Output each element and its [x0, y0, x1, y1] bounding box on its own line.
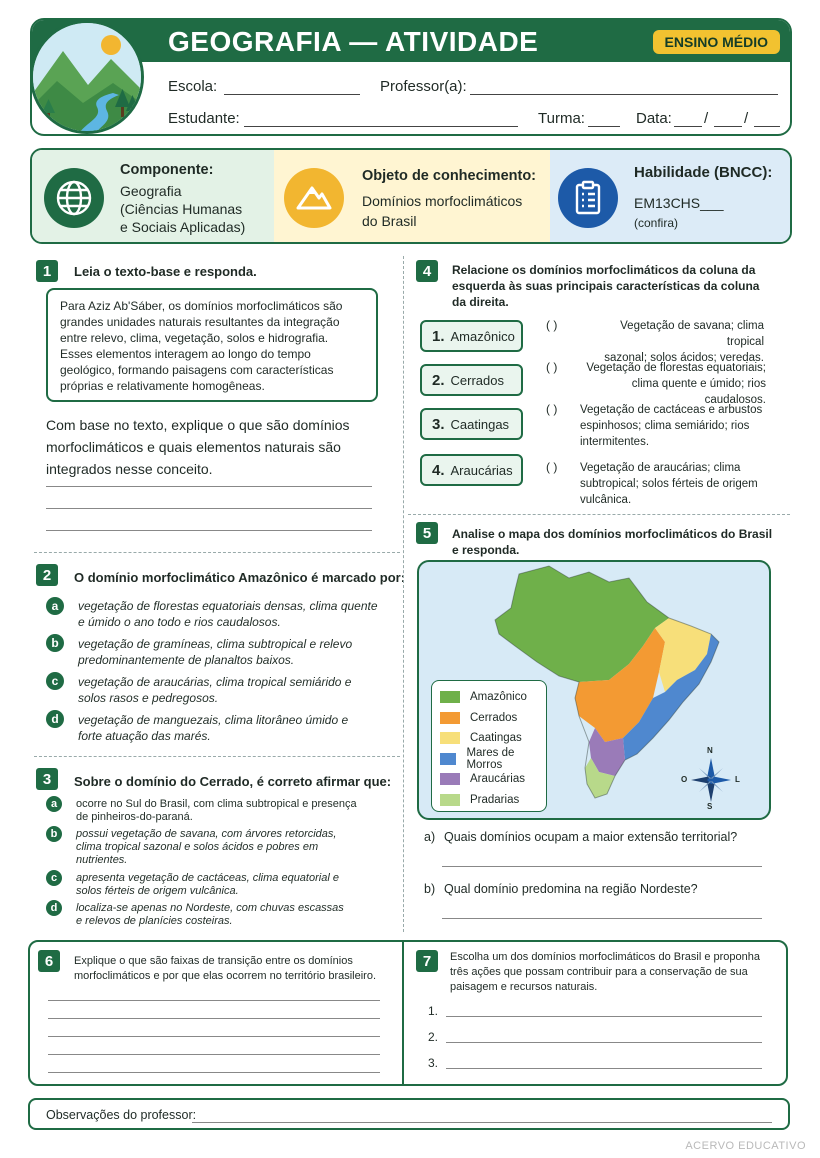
- q3-option-a[interactable]: [76, 798, 357, 824]
- watermark: ACERVO EDUCATIVO: [685, 1140, 806, 1152]
- q3-option-d[interactable]: [76, 902, 344, 928]
- characteristic-line: intermitentes.: [580, 436, 650, 448]
- objeto-title: Objeto de conhecimento:: [362, 168, 537, 184]
- q5-title-line: e responda.: [452, 543, 520, 557]
- legend-label: Mares de Morros: [466, 746, 515, 771]
- base-text-line: próprias e relativamente homogêneas.: [60, 379, 265, 393]
- legend-item: [440, 769, 538, 790]
- base-text-line: geológico, formando paisagens com características: [60, 363, 334, 377]
- q5a-text: Quais domínios ocupam a maior extensão territorial?: [444, 830, 738, 844]
- match-blank-2[interactable]: ( ): [546, 360, 558, 374]
- date-slash: /: [744, 110, 749, 127]
- level-badge: ENSINO MÉDIO: [653, 30, 780, 54]
- characteristic-line: espinhosos; clima semiárido; rios: [580, 420, 750, 432]
- legend-swatch: [440, 712, 460, 724]
- q7-answer-line-1[interactable]: [446, 1016, 762, 1017]
- date-day-field[interactable]: [674, 126, 702, 127]
- habilidade-title: Habilidade (BNCC):: [634, 164, 773, 181]
- q6-answer-line[interactable]: [48, 1018, 380, 1019]
- match-characteristic-1: [580, 318, 764, 366]
- compass-s: S: [707, 802, 713, 811]
- q6-line: Explique o que são faixas de transição entre os domínios: [74, 955, 353, 967]
- info-panel: [30, 148, 792, 244]
- habilidade-code[interactable]: EM13CHS___: [634, 195, 724, 211]
- page-title: GEOGRAFIA — ATIVIDADE: [168, 26, 539, 57]
- match-blank-4[interactable]: ( ): [546, 460, 558, 474]
- characteristic-line: Vegetação de cactáceas e arbustos: [580, 404, 763, 416]
- legend-swatch: [440, 773, 460, 785]
- obs-label: Observações do professor:: [46, 1108, 197, 1122]
- divider: [34, 756, 400, 757]
- q1-question-line: Com base no texto, explique o que são domínios: [46, 417, 350, 433]
- compass-l: L: [735, 775, 740, 784]
- domain-caatingas: [420, 408, 523, 440]
- characteristic-line: Vegetação de araucárias; clima: [580, 462, 741, 474]
- domain-cerrados: [420, 364, 523, 396]
- question-number-2: 2: [36, 564, 58, 586]
- turma-label: Turma:: [538, 110, 585, 127]
- date-year-field[interactable]: [754, 126, 780, 127]
- objeto-line-1: Domínios morfoclimáticos: [362, 193, 523, 209]
- legend-item: [440, 708, 538, 729]
- q3-option-d-marker[interactable]: d: [46, 900, 62, 916]
- data-label: Data:: [636, 110, 672, 127]
- column-divider: [403, 256, 404, 932]
- q7-line: três ações que possam contribuir para a conservação de sua: [450, 966, 748, 978]
- q3-option-c[interactable]: [76, 872, 339, 898]
- q1-answer-line[interactable]: [46, 530, 372, 531]
- option-line: vegetação de manguezais, clima litorâneo úmido e: [78, 713, 349, 727]
- q1-answer-line[interactable]: [46, 508, 372, 509]
- estudante-label: Estudante:: [168, 110, 240, 127]
- domain-name: Amazônico: [450, 328, 515, 344]
- componente-line-3: e Sociais Aplicadas): [120, 219, 246, 235]
- legend-swatch: [440, 794, 460, 806]
- q1-answer-line[interactable]: [46, 486, 372, 487]
- objeto-line-2: do Brasil: [362, 213, 417, 229]
- option-line: vegetação de araucárias, clima tropical semiárido e: [78, 675, 352, 689]
- q5a-answer-line[interactable]: [442, 866, 762, 867]
- panel-divider: [402, 942, 404, 1084]
- option-line: ocorre no Sul do Brasil, com clima subtropical e presença: [76, 798, 357, 810]
- globe-icon: [44, 168, 104, 228]
- option-line: apresenta vegetação de cactáceas, clima equatorial e: [76, 872, 339, 884]
- landscape-logo: [30, 20, 144, 134]
- characteristic-line: subtropical; solos férteis de origem: [580, 478, 758, 490]
- componente-line-2: (Ciências Humanas: [120, 201, 243, 217]
- legend-swatch: [440, 691, 460, 703]
- legend-label: Pradarias: [470, 793, 520, 806]
- characteristic-line: clima quente e úmido; rios caudalosos.: [631, 378, 766, 406]
- q7-item-3: 3.: [428, 1056, 439, 1070]
- domain-name: Araucárias: [450, 462, 513, 478]
- q6-text: [74, 954, 376, 984]
- date-month-field[interactable]: [714, 126, 742, 127]
- turma-field[interactable]: [588, 126, 620, 127]
- q7-answer-line-3[interactable]: [446, 1068, 762, 1069]
- estudante-field[interactable]: [244, 126, 518, 127]
- brazil-map-box: [417, 560, 771, 820]
- domain-number: 4.: [432, 461, 445, 479]
- compass-rose-icon: [681, 748, 741, 812]
- option-line: nutrientes.: [76, 854, 128, 866]
- q2-option-c-marker[interactable]: c: [46, 672, 64, 690]
- characteristic-line: vulcânica.: [580, 494, 632, 506]
- option-line: de pinheiros-do-paraná.: [76, 811, 193, 823]
- q2-option-b[interactable]: [78, 636, 352, 668]
- question-number-1: 1: [36, 260, 58, 282]
- option-line: e relevos de planícies costeiras.: [76, 915, 233, 927]
- divider: [408, 514, 790, 515]
- q3-title: Sobre o domínio do Cerrado, é correto afirmar que:: [74, 774, 392, 789]
- question-number-3: 3: [36, 768, 58, 790]
- legend-item: [440, 790, 538, 811]
- legend-label: Araucárias: [470, 773, 525, 786]
- q5-title-line: Analise o mapa dos domínios morfoclimáticos do Brasil: [452, 527, 773, 541]
- question-number-5: 5: [416, 522, 438, 544]
- escola-label: Escola:: [168, 78, 218, 95]
- option-line: vegetação de gramíneas, clima subtropical e relevo: [78, 637, 353, 651]
- q3-option-b-marker[interactable]: b: [46, 826, 62, 842]
- header-panel: [30, 18, 792, 136]
- q2-option-d[interactable]: [78, 712, 348, 744]
- q4-title-line: da direita.: [452, 295, 509, 309]
- q6-answer-line[interactable]: [48, 1036, 380, 1037]
- q7-line: paisagem e recursos naturais.: [450, 981, 598, 993]
- q6-answer-line[interactable]: [48, 1054, 380, 1055]
- match-blank-3[interactable]: ( ): [546, 402, 558, 416]
- legend-item: [440, 687, 538, 708]
- q1-question-line: morfoclimáticos e quais elementos naturais são: [46, 439, 341, 455]
- option-line: vegetação de florestas equatoriais densas, clima quente: [78, 599, 378, 613]
- componente-title: Componente:: [120, 162, 214, 178]
- question-number-7: 7: [416, 950, 438, 972]
- domain-amazonico: [420, 320, 523, 352]
- q3-option-a-marker[interactable]: a: [46, 796, 62, 812]
- option-line: solos rasos e pedregosos.: [78, 691, 219, 705]
- base-text-box: [46, 288, 378, 402]
- componente-box: [32, 150, 274, 242]
- componente-line-1: Geografia: [120, 183, 182, 199]
- q3-option-b[interactable]: [76, 828, 336, 867]
- option-line: predominantemente de planaltos baixos.: [78, 653, 295, 667]
- characteristic-line: Vegetação de florestas equatoriais;: [586, 362, 766, 374]
- q4-title-line: Relacione os domínios morfoclimáticos da coluna da: [452, 263, 756, 277]
- option-line: possui vegetação de savana, com árvores retorcidas,: [76, 828, 337, 840]
- domain-number: 3.: [432, 415, 445, 433]
- q7-item-2: 2.: [428, 1030, 439, 1044]
- q5b-label: b): [424, 882, 436, 896]
- q2-title: O domínio morfoclimático Amazônico é marcado por:: [74, 570, 406, 585]
- habilidade-note: (confira): [634, 216, 679, 230]
- q4-title-line: esquerda às suas principais características da coluna: [452, 279, 760, 293]
- domain-araucarias: [420, 454, 523, 486]
- option-line: forte atuação das marés.: [78, 729, 211, 743]
- domain-number: 2.: [432, 371, 445, 389]
- question-number-6: 6: [38, 950, 60, 972]
- compass-o: O: [681, 775, 688, 784]
- compass-n: N: [707, 746, 713, 755]
- q6-answer-line[interactable]: [48, 1000, 380, 1001]
- option-line: solos férteis de origem vulcânica.: [76, 885, 239, 897]
- characteristic-line: sazonal; solos ácidos; veredas.: [604, 352, 764, 364]
- mountain-icon: [284, 168, 344, 228]
- observations-box: [28, 1098, 790, 1130]
- objeto-box: [274, 150, 550, 242]
- q1-question: [46, 414, 372, 480]
- q2-option-a[interactable]: [78, 598, 378, 630]
- option-line: localiza-se apenas no Nordeste, com chuvas escassas: [76, 902, 344, 914]
- clipboard-icon: [558, 168, 618, 228]
- legend-label: Caatingas: [470, 732, 522, 745]
- option-line: clima tropical sazonal e solos ácidos e pobres em: [76, 841, 319, 853]
- escola-field[interactable]: [224, 94, 360, 95]
- match-blank-1[interactable]: ( ): [546, 318, 558, 332]
- match-characteristic-2: [580, 360, 766, 408]
- base-text-line: entre relevo, clima, vegetação, solos e hidrografia.: [60, 331, 329, 345]
- legend-swatch: [440, 732, 460, 744]
- q7-line: Escolha um dos domínios morfoclimáticos do Brasil e proponha: [450, 951, 760, 963]
- q2-option-d-marker[interactable]: d: [46, 710, 64, 728]
- q1-question-line: integrados nesse conceito.: [46, 461, 213, 477]
- q2-option-c[interactable]: [78, 674, 351, 706]
- q5b-text: Qual domínio predomina na região Nordeste?: [444, 882, 698, 896]
- legend-label: Cerrados: [470, 711, 518, 724]
- q2-option-a-marker[interactable]: a: [46, 597, 64, 615]
- legend-label: Amazônico: [470, 691, 527, 704]
- legend-swatch: [440, 753, 456, 765]
- q1-title: Leia o texto-base e responda.: [74, 264, 257, 279]
- q2-option-b-marker[interactable]: b: [46, 634, 64, 652]
- legend-item: [440, 728, 538, 749]
- q6-answer-line[interactable]: [48, 1072, 380, 1073]
- base-text-line: Esses elementos interagem ao longo do tempo: [60, 347, 311, 361]
- habilidade-box: [550, 150, 790, 242]
- domain-name: Cerrados: [450, 372, 504, 388]
- legend-item: [440, 746, 538, 771]
- base-text-line: Para Aziz Ab'Sáber, os domínios morfoclimáticos são: [60, 299, 343, 313]
- divider: [34, 552, 400, 553]
- q5b-answer-line[interactable]: [442, 918, 762, 919]
- professor-label: Professor(a):: [380, 78, 467, 95]
- q7-item-1: 1.: [428, 1004, 439, 1018]
- map-legend: [431, 680, 547, 812]
- q4-title: [452, 262, 764, 310]
- q7-answer-line-2[interactable]: [446, 1042, 762, 1043]
- date-slash: /: [704, 110, 709, 127]
- obs-answer-line[interactable]: [192, 1122, 772, 1123]
- base-text-line: grandes unidades naturais resultantes da integração: [60, 315, 340, 329]
- match-characteristic-3: [580, 402, 764, 450]
- question-number-4: 4: [416, 260, 438, 282]
- professor-field[interactable]: [470, 94, 778, 95]
- q6-line: morfoclimáticos e por que elas ocorrem no território brasileiro.: [74, 970, 377, 982]
- domain-number: 1.: [432, 327, 445, 345]
- match-characteristic-4: [580, 460, 764, 508]
- domain-name: Caatingas: [450, 416, 510, 432]
- q7-text: [450, 950, 760, 995]
- option-line: e úmido o ano todo e rios caudalosos.: [78, 615, 281, 629]
- q3-option-c-marker[interactable]: c: [46, 870, 62, 886]
- q5a-label: a): [424, 830, 436, 844]
- q5-title: [452, 526, 772, 558]
- characteristic-line: Vegetação de savana; clima tropical: [620, 320, 764, 348]
